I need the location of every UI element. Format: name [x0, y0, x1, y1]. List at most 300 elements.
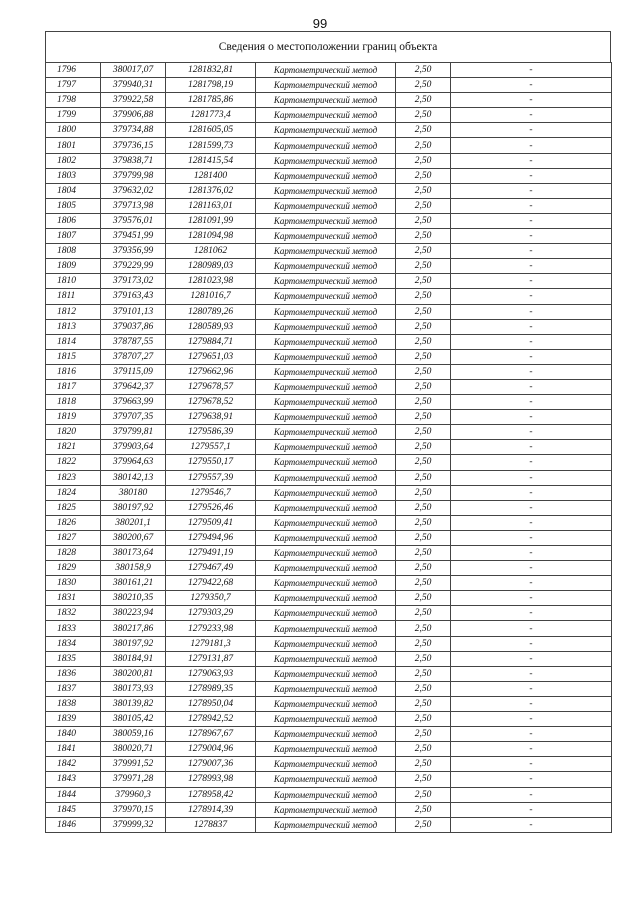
description-cell: - — [451, 727, 612, 742]
table-row — [46, 651, 612, 666]
point-number: 1807 — [46, 229, 101, 244]
x-coordinate: 380197,92 — [101, 500, 166, 515]
point-number: 1829 — [46, 561, 101, 576]
point-number: 1837 — [46, 681, 101, 696]
accuracy-cell: 2,50 — [396, 561, 451, 576]
description-cell: - — [451, 787, 612, 802]
description-cell: - — [451, 651, 612, 666]
x-coordinate: 380197,92 — [101, 636, 166, 651]
accuracy-cell: 2,50 — [396, 757, 451, 772]
y-coordinate: 1281785,86 — [166, 93, 256, 108]
table-row — [46, 546, 612, 561]
table-row — [46, 485, 612, 500]
point-number: 1836 — [46, 666, 101, 681]
method-cell: Картометрический метод — [256, 259, 396, 274]
y-coordinate: 1279509,41 — [166, 515, 256, 530]
point-number: 1815 — [46, 349, 101, 364]
description-cell: - — [451, 198, 612, 213]
method-cell: Картометрический метод — [256, 364, 396, 379]
accuracy-cell: 2,50 — [396, 666, 451, 681]
method-cell: Картометрический метод — [256, 606, 396, 621]
x-coordinate: 379903,64 — [101, 440, 166, 455]
method-cell: Картометрический метод — [256, 168, 396, 183]
accuracy-cell: 2,50 — [396, 364, 451, 379]
accuracy-cell: 2,50 — [396, 289, 451, 304]
table-row — [46, 410, 612, 425]
method-cell: Картометрический метод — [256, 304, 396, 319]
accuracy-cell: 2,50 — [396, 108, 451, 123]
point-number: 1842 — [46, 757, 101, 772]
x-coordinate: 378787,55 — [101, 334, 166, 349]
y-coordinate: 1279181,3 — [166, 636, 256, 651]
accuracy-cell: 2,50 — [396, 576, 451, 591]
x-coordinate: 379960,3 — [101, 787, 166, 802]
method-cell: Картометрический метод — [256, 546, 396, 561]
y-coordinate: 1279884,71 — [166, 334, 256, 349]
accuracy-cell: 2,50 — [396, 123, 451, 138]
description-cell: - — [451, 696, 612, 711]
method-cell: Картометрический метод — [256, 712, 396, 727]
description-cell: - — [451, 515, 612, 530]
point-number: 1827 — [46, 530, 101, 545]
y-coordinate: 1281832,81 — [166, 63, 256, 78]
table-row — [46, 108, 612, 123]
table-row — [46, 244, 612, 259]
y-coordinate: 1278942,52 — [166, 712, 256, 727]
table-row — [46, 606, 612, 621]
accuracy-cell: 2,50 — [396, 817, 451, 832]
y-coordinate: 1281023,98 — [166, 274, 256, 289]
accuracy-cell: 2,50 — [396, 681, 451, 696]
table-row — [46, 787, 612, 802]
accuracy-cell: 2,50 — [396, 319, 451, 334]
y-coordinate: 1278993,98 — [166, 772, 256, 787]
y-coordinate: 1281415,54 — [166, 153, 256, 168]
point-number: 1818 — [46, 395, 101, 410]
y-coordinate: 1278914,39 — [166, 802, 256, 817]
x-coordinate: 379991,52 — [101, 757, 166, 772]
description-cell: - — [451, 108, 612, 123]
method-cell: Картометрический метод — [256, 349, 396, 364]
coordinates-table-body — [46, 63, 612, 833]
point-number: 1834 — [46, 636, 101, 651]
description-cell: - — [451, 500, 612, 515]
x-coordinate: 378707,27 — [101, 349, 166, 364]
description-cell: - — [451, 470, 612, 485]
point-number: 1838 — [46, 696, 101, 711]
x-coordinate: 379356,99 — [101, 244, 166, 259]
x-coordinate: 379642,37 — [101, 379, 166, 394]
description-cell: - — [451, 621, 612, 636]
x-coordinate: 379799,98 — [101, 168, 166, 183]
table-row — [46, 530, 612, 545]
table-row — [46, 304, 612, 319]
point-number: 1840 — [46, 727, 101, 742]
accuracy-cell: 2,50 — [396, 274, 451, 289]
description-cell: - — [451, 334, 612, 349]
method-cell: Картометрический метод — [256, 802, 396, 817]
accuracy-cell: 2,50 — [396, 198, 451, 213]
boundary-points-sheet — [45, 31, 611, 833]
table-row — [46, 636, 612, 651]
table-row — [46, 742, 612, 757]
x-coordinate: 380139,82 — [101, 696, 166, 711]
x-coordinate: 379799,81 — [101, 425, 166, 440]
method-cell: Картометрический метод — [256, 319, 396, 334]
method-cell: Картометрический метод — [256, 289, 396, 304]
y-coordinate: 1278967,67 — [166, 727, 256, 742]
description-cell: - — [451, 742, 612, 757]
accuracy-cell: 2,50 — [396, 606, 451, 621]
x-coordinate: 379037,86 — [101, 319, 166, 334]
method-cell: Картометрический метод — [256, 440, 396, 455]
description-cell: - — [451, 349, 612, 364]
description-cell: - — [451, 530, 612, 545]
accuracy-cell: 2,50 — [396, 304, 451, 319]
point-number: 1826 — [46, 515, 101, 530]
x-coordinate: 379736,15 — [101, 138, 166, 153]
description-cell: - — [451, 681, 612, 696]
y-coordinate: 1280589,93 — [166, 319, 256, 334]
x-coordinate: 380020,71 — [101, 742, 166, 757]
description-cell: - — [451, 304, 612, 319]
table-row — [46, 198, 612, 213]
method-cell: Картометрический метод — [256, 93, 396, 108]
accuracy-cell: 2,50 — [396, 349, 451, 364]
accuracy-cell: 2,50 — [396, 425, 451, 440]
point-number: 1819 — [46, 410, 101, 425]
table-row — [46, 621, 612, 636]
x-coordinate: 379163,43 — [101, 289, 166, 304]
method-cell: Картометрический метод — [256, 425, 396, 440]
y-coordinate: 1279557,1 — [166, 440, 256, 455]
y-coordinate: 1279422,68 — [166, 576, 256, 591]
description-cell: - — [451, 757, 612, 772]
accuracy-cell: 2,50 — [396, 334, 451, 349]
accuracy-cell: 2,50 — [396, 93, 451, 108]
description-cell: - — [451, 591, 612, 606]
method-cell: Картометрический метод — [256, 742, 396, 757]
description-cell: - — [451, 244, 612, 259]
point-number: 1801 — [46, 138, 101, 153]
description-cell: - — [451, 229, 612, 244]
table-row — [46, 470, 612, 485]
x-coordinate: 380173,64 — [101, 546, 166, 561]
point-number: 1823 — [46, 470, 101, 485]
point-number: 1846 — [46, 817, 101, 832]
method-cell: Картометрический метод — [256, 727, 396, 742]
table-row — [46, 772, 612, 787]
x-coordinate: 379713,98 — [101, 198, 166, 213]
point-number: 1809 — [46, 259, 101, 274]
table-row — [46, 349, 612, 364]
x-coordinate: 379734,88 — [101, 123, 166, 138]
y-coordinate: 1279007,36 — [166, 757, 256, 772]
method-cell: Картометрический метод — [256, 395, 396, 410]
accuracy-cell: 2,50 — [396, 727, 451, 742]
y-coordinate: 1279550,17 — [166, 455, 256, 470]
point-number: 1844 — [46, 787, 101, 802]
x-coordinate: 380210,35 — [101, 591, 166, 606]
y-coordinate: 1278837 — [166, 817, 256, 832]
x-coordinate: 380105,42 — [101, 712, 166, 727]
table-row — [46, 727, 612, 742]
y-coordinate: 1279131,87 — [166, 651, 256, 666]
method-cell: Картометрический метод — [256, 78, 396, 93]
x-coordinate: 380161,21 — [101, 576, 166, 591]
y-coordinate: 1281400 — [166, 168, 256, 183]
point-number: 1799 — [46, 108, 101, 123]
table-row — [46, 259, 612, 274]
method-cell: Картометрический метод — [256, 696, 396, 711]
accuracy-cell: 2,50 — [396, 742, 451, 757]
method-cell: Картометрический метод — [256, 591, 396, 606]
point-number: 1806 — [46, 213, 101, 228]
description-cell: - — [451, 123, 612, 138]
table-row — [46, 379, 612, 394]
x-coordinate: 380017,07 — [101, 63, 166, 78]
method-cell: Картометрический метод — [256, 530, 396, 545]
accuracy-cell: 2,50 — [396, 591, 451, 606]
x-coordinate: 380184,91 — [101, 651, 166, 666]
method-cell: Картометрический метод — [256, 274, 396, 289]
point-number: 1804 — [46, 183, 101, 198]
y-coordinate: 1281094,98 — [166, 229, 256, 244]
point-number: 1796 — [46, 63, 101, 78]
point-number: 1831 — [46, 591, 101, 606]
description-cell: - — [451, 440, 612, 455]
method-cell: Картометрический метод — [256, 817, 396, 832]
accuracy-cell: 2,50 — [396, 500, 451, 515]
method-cell: Картометрический метод — [256, 576, 396, 591]
description-cell: - — [451, 259, 612, 274]
method-cell: Картометрический метод — [256, 138, 396, 153]
accuracy-cell: 2,50 — [396, 712, 451, 727]
accuracy-cell: 2,50 — [396, 379, 451, 394]
point-number: 1832 — [46, 606, 101, 621]
table-row — [46, 364, 612, 379]
method-cell: Картометрический метод — [256, 500, 396, 515]
table-row — [46, 757, 612, 772]
method-cell: Картометрический метод — [256, 213, 396, 228]
method-cell: Картометрический метод — [256, 621, 396, 636]
y-coordinate: 1281163,01 — [166, 198, 256, 213]
page-number: 99 — [312, 16, 328, 31]
method-cell: Картометрический метод — [256, 651, 396, 666]
method-cell: Картометрический метод — [256, 123, 396, 138]
method-cell: Картометрический метод — [256, 485, 396, 500]
method-cell: Картометрический метод — [256, 757, 396, 772]
accuracy-cell: 2,50 — [396, 636, 451, 651]
point-number: 1803 — [46, 168, 101, 183]
method-cell: Картометрический метод — [256, 198, 396, 213]
method-cell: Картометрический метод — [256, 410, 396, 425]
y-coordinate: 1278950,04 — [166, 696, 256, 711]
point-number: 1835 — [46, 651, 101, 666]
table-row — [46, 183, 612, 198]
method-cell: Картометрический метод — [256, 561, 396, 576]
description-cell: - — [451, 817, 612, 832]
x-coordinate: 379964,63 — [101, 455, 166, 470]
table-row — [46, 168, 612, 183]
method-cell: Картометрический метод — [256, 515, 396, 530]
y-coordinate: 1279303,29 — [166, 606, 256, 621]
x-coordinate: 380200,81 — [101, 666, 166, 681]
x-coordinate: 380059,16 — [101, 727, 166, 742]
table-row — [46, 576, 612, 591]
description-cell: - — [451, 153, 612, 168]
point-number: 1812 — [46, 304, 101, 319]
description-cell: - — [451, 138, 612, 153]
method-cell: Картометрический метод — [256, 666, 396, 681]
point-number: 1839 — [46, 712, 101, 727]
accuracy-cell: 2,50 — [396, 470, 451, 485]
method-cell: Картометрический метод — [256, 681, 396, 696]
y-coordinate: 1281773,4 — [166, 108, 256, 123]
table-row — [46, 696, 612, 711]
accuracy-cell: 2,50 — [396, 410, 451, 425]
x-coordinate: 379922,58 — [101, 93, 166, 108]
y-coordinate: 1281091,99 — [166, 213, 256, 228]
accuracy-cell: 2,50 — [396, 153, 451, 168]
description-cell: - — [451, 168, 612, 183]
x-coordinate: 379173,02 — [101, 274, 166, 289]
x-coordinate: 380200,67 — [101, 530, 166, 545]
description-cell: - — [451, 410, 612, 425]
point-number: 1811 — [46, 289, 101, 304]
table-row — [46, 802, 612, 817]
method-cell: Картометрический метод — [256, 455, 396, 470]
accuracy-cell: 2,50 — [396, 244, 451, 259]
method-cell: Картометрический метод — [256, 63, 396, 78]
point-number: 1805 — [46, 198, 101, 213]
description-cell: - — [451, 213, 612, 228]
table-row — [46, 666, 612, 681]
method-cell: Картометрический метод — [256, 244, 396, 259]
description-cell: - — [451, 666, 612, 681]
description-cell: - — [451, 546, 612, 561]
point-number: 1822 — [46, 455, 101, 470]
point-number: 1802 — [46, 153, 101, 168]
accuracy-cell: 2,50 — [396, 802, 451, 817]
table-row — [46, 817, 612, 832]
point-number: 1810 — [46, 274, 101, 289]
accuracy-cell: 2,50 — [396, 183, 451, 198]
table-row — [46, 63, 612, 78]
description-cell: - — [451, 379, 612, 394]
point-number: 1841 — [46, 742, 101, 757]
description-cell: - — [451, 606, 612, 621]
accuracy-cell: 2,50 — [396, 213, 451, 228]
method-cell: Картометрический метод — [256, 787, 396, 802]
accuracy-cell: 2,50 — [396, 530, 451, 545]
x-coordinate: 379971,28 — [101, 772, 166, 787]
x-coordinate: 380180 — [101, 485, 166, 500]
y-coordinate: 1279678,57 — [166, 379, 256, 394]
table-row — [46, 213, 612, 228]
x-coordinate: 379115,09 — [101, 364, 166, 379]
method-cell: Картометрический метод — [256, 379, 396, 394]
accuracy-cell: 2,50 — [396, 696, 451, 711]
point-number: 1833 — [46, 621, 101, 636]
table-row — [46, 712, 612, 727]
x-coordinate: 379838,71 — [101, 153, 166, 168]
description-cell: - — [451, 319, 612, 334]
y-coordinate: 1281016,7 — [166, 289, 256, 304]
description-cell: - — [451, 802, 612, 817]
table-row — [46, 591, 612, 606]
y-coordinate: 1279651,03 — [166, 349, 256, 364]
y-coordinate: 1279678,52 — [166, 395, 256, 410]
accuracy-cell: 2,50 — [396, 78, 451, 93]
point-number: 1845 — [46, 802, 101, 817]
point-number: 1814 — [46, 334, 101, 349]
table-row — [46, 425, 612, 440]
table-row — [46, 138, 612, 153]
point-number: 1828 — [46, 546, 101, 561]
y-coordinate: 1281605,05 — [166, 123, 256, 138]
x-coordinate: 380201,1 — [101, 515, 166, 530]
point-number: 1824 — [46, 485, 101, 500]
point-number: 1825 — [46, 500, 101, 515]
table-row — [46, 515, 612, 530]
table-row — [46, 319, 612, 334]
accuracy-cell: 2,50 — [396, 440, 451, 455]
accuracy-cell: 2,50 — [396, 138, 451, 153]
accuracy-cell: 2,50 — [396, 259, 451, 274]
description-cell: - — [451, 395, 612, 410]
coordinates-table — [45, 62, 612, 833]
method-cell: Картометрический метод — [256, 153, 396, 168]
table-row — [46, 274, 612, 289]
accuracy-cell: 2,50 — [396, 772, 451, 787]
description-cell: - — [451, 364, 612, 379]
x-coordinate: 380223,94 — [101, 606, 166, 621]
method-cell: Картометрический метод — [256, 183, 396, 198]
accuracy-cell: 2,50 — [396, 485, 451, 500]
y-coordinate: 1281798,19 — [166, 78, 256, 93]
table-row — [46, 229, 612, 244]
point-number: 1820 — [46, 425, 101, 440]
table-row — [46, 440, 612, 455]
x-coordinate: 379707,35 — [101, 410, 166, 425]
y-coordinate: 1279546,7 — [166, 485, 256, 500]
x-coordinate: 380173,93 — [101, 681, 166, 696]
y-coordinate: 1279004,96 — [166, 742, 256, 757]
accuracy-cell: 2,50 — [396, 168, 451, 183]
description-cell: - — [451, 576, 612, 591]
accuracy-cell: 2,50 — [396, 63, 451, 78]
y-coordinate: 1281062 — [166, 244, 256, 259]
x-coordinate: 380217,86 — [101, 621, 166, 636]
method-cell: Картометрический метод — [256, 334, 396, 349]
x-coordinate: 379906,88 — [101, 108, 166, 123]
y-coordinate: 1279526,46 — [166, 500, 256, 515]
x-coordinate: 380158,9 — [101, 561, 166, 576]
description-cell: - — [451, 78, 612, 93]
y-coordinate: 1279638,91 — [166, 410, 256, 425]
point-number: 1830 — [46, 576, 101, 591]
description-cell: - — [451, 289, 612, 304]
x-coordinate: 380142,13 — [101, 470, 166, 485]
table-row — [46, 681, 612, 696]
y-coordinate: 1279491,19 — [166, 546, 256, 561]
y-coordinate: 1280789,26 — [166, 304, 256, 319]
y-coordinate: 1279662,96 — [166, 364, 256, 379]
point-number: 1817 — [46, 379, 101, 394]
y-coordinate: 1280989,03 — [166, 259, 256, 274]
description-cell: - — [451, 772, 612, 787]
